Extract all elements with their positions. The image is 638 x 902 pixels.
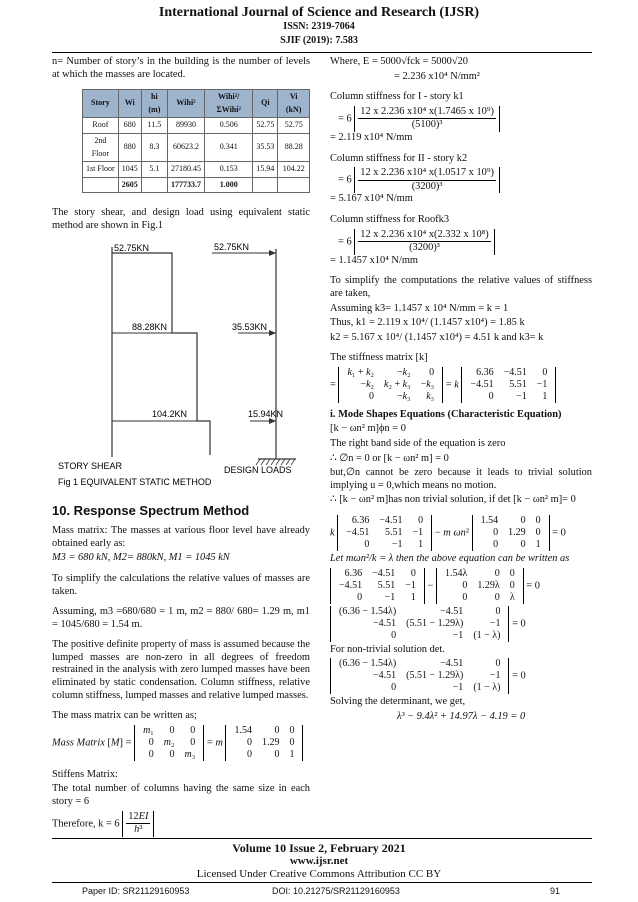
header-rule — [52, 52, 592, 53]
cell: 1 — [289, 748, 295, 760]
cell: 0 — [488, 390, 494, 402]
combined-matrix — [330, 606, 509, 642]
cell: 0 — [391, 682, 397, 694]
cell: −1 — [391, 539, 403, 551]
left-column — [52, 56, 310, 837]
combined-det-1: (6.36 − 1.54λ) −4.51 0 −4.51 (5.51 − 1.29λ) −1 0 −1 (1 − λ) = 0 — [330, 606, 592, 642]
cell: 0.153 — [205, 162, 253, 178]
cell: 5.51 — [377, 579, 396, 591]
cell: −4.51 — [339, 579, 363, 591]
cell: −4.51 — [379, 515, 403, 527]
mass-matrix-eq: Mass Matrix [M] = m₁ 0 0 0 m₂ 0 0 0 m₃ = m 1.54 0 0 0 1.29 0 0 0 1 — [52, 725, 310, 761]
footer — [0, 842, 638, 881]
cell: 35.53 — [253, 133, 278, 161]
cell: Roof — [83, 118, 119, 134]
cell: 0 — [535, 515, 541, 527]
cell: −1 — [452, 629, 464, 641]
cell: 5.51 — [385, 527, 403, 539]
cell: 60623.2 — [168, 133, 205, 161]
cell: 6.36 — [476, 366, 494, 378]
cell: 52.75 — [253, 118, 278, 134]
col2-eq: = 6 $\frac{\text{12 x 2.236 x10⁴ x(1.0517 x 10⁹)}}{\text{(3200)³}}$ — [330, 167, 592, 193]
shear-label-1: 104.2KN — [152, 408, 188, 419]
col3-num: 12 x 2.236 x10⁴ x(2.332 x 10⁸) — [358, 229, 490, 243]
mass-matrix-symbolic: m₁ 0 0 0 m₂ 0 0 0 m₃ — [134, 725, 204, 761]
journal-header — [0, 6, 638, 48]
cell: 88.28 — [278, 133, 310, 161]
sjif: SJIF (2019): 7.583 — [280, 35, 358, 46]
cell — [253, 177, 278, 193]
col1-den: (5100)³ — [411, 119, 443, 131]
cell: (5.51 − 1.29λ) — [406, 617, 464, 629]
load-label-1: 15.94KN — [248, 408, 284, 419]
stiffness-matrix-label: The stiffness matrix [k] — [330, 352, 428, 364]
assume-text: Assuming, m3 =680/680 = 1 m, m2 = 880/ 680= 1.29 m, m1 = 1045/680 = 1.54 m. — [52, 606, 310, 630]
col1-num: 12 x 2.236 x10⁴ x(1.7465 x 10⁹) — [358, 106, 496, 120]
arrowhead — [269, 250, 276, 256]
cell: 52.75 — [278, 118, 310, 134]
combined-det-2: (6.36 − 1.54λ) −4.51 0 −4.51 (5.51 − 1.29λ) −1 0 −1 (1 − λ) = 0 — [330, 658, 592, 694]
col3-eq: = 6 $\frac{\text{12 x 2.236 x10⁴ x(2.332 x 10⁸)}}{\text{(3200)³}}$ — [330, 229, 592, 255]
cell: 0 — [535, 527, 541, 539]
stiffens-heading: Stiffens Matrix: — [52, 768, 118, 780]
th-vi: Vi (kN) — [278, 90, 310, 118]
cell: 0 — [274, 724, 280, 736]
cell: 1 — [535, 539, 541, 551]
cell: 0 — [246, 748, 252, 760]
doi: DOI: 10.21275/SR21129160953 — [272, 886, 400, 896]
assuming-k3: Assuming k3= 1.1457 x 10⁴ N/mm = k = 1 — [330, 302, 509, 314]
nontrivial-text: ∴ [k − ωn² m]has non trivial solution, if det [k − ωn² m]= 0 — [330, 494, 576, 506]
cell: 1045 — [118, 162, 141, 178]
simplify-text: To simplify the calculations the relative values of masses are taken. — [52, 572, 310, 597]
cell: 5.1 — [141, 162, 167, 178]
shear-step-line — [112, 253, 210, 455]
footer-rule — [52, 838, 592, 839]
combined-matrix — [330, 658, 509, 694]
cell: (1 − λ) — [473, 629, 501, 641]
cell: 5.51 — [509, 378, 527, 390]
cell: (5.51 − 1.29λ) — [406, 670, 464, 682]
cell: 0 — [509, 579, 515, 591]
thus-k1: Thus, k1 = 2.119 x 10⁴/ (1.1457 x10⁴) = 1.85 k — [330, 317, 525, 329]
det-eq-lambda: 6.36 −4.51 0 −4.51 5.51 −1 0 −1 1 − 1.54λ 0 0 0 1.29λ 0 0 0 λ = 0 — [330, 568, 592, 604]
stiffness-matrix-symbolic: k₁ + k₂ −k₂ 0 −k₂ k₂ + k₃ −k₃ 0 −k₃ k₃ — [338, 367, 443, 403]
characteristic-polynomial: λ³ − 9.4λ² + 14.97λ − 4.19 = 0 — [396, 710, 526, 722]
cell: 6.36 — [351, 515, 370, 527]
cell: 0 — [364, 539, 370, 551]
cell: 0 — [289, 736, 295, 748]
cell: 0.341 — [205, 133, 253, 161]
col3-den: (3200)³ — [409, 242, 440, 254]
cell: −4.51 — [470, 378, 494, 390]
cell: 1.54λ — [444, 567, 468, 579]
cell: 6.36 — [344, 567, 363, 579]
cell: 89930 — [168, 118, 205, 134]
but-text: but,∅n cannot be zero because it leads to trivial solution implying u = 0,which means no motion. — [330, 467, 592, 491]
cell: 0 — [542, 366, 548, 378]
cell: −4.51 — [440, 605, 464, 617]
det-eq-1: k 6.36 −4.51 0 −4.51 5.51 −1 0 −1 1 − m ωn² 1.54 0 0 0 1.29 0 0 0 1 = 0 — [330, 515, 566, 551]
cell: 1.000 — [205, 177, 253, 193]
cell: 1st Floor — [83, 162, 119, 178]
cell: −4.51 — [346, 527, 370, 539]
lambda-matrix — [436, 568, 524, 604]
cell: 0 — [520, 515, 526, 527]
col2-result: = 5.167 x10⁴ N/mm — [330, 193, 413, 205]
cell: 0 — [357, 591, 363, 603]
story-table-header — [83, 90, 310, 118]
figure-caption: Fig 1 EQUIVALENT STATIC METHOD — [58, 476, 212, 487]
story-shear-label: STORY SHEAR — [58, 460, 123, 471]
mass-text: Mass matrix: The masses at various floor level have already obtained early as: — [52, 525, 310, 549]
cell: (6.36 − 1.54λ) — [339, 658, 397, 670]
table-total-row — [83, 177, 310, 193]
cell: −4.51 — [440, 658, 464, 670]
cell: 0 — [520, 539, 526, 551]
cell: 0 — [509, 567, 515, 579]
cell — [278, 177, 310, 193]
rhs-zero: The right band side of the equation is zero — [330, 438, 506, 450]
therefore-label: Therefore, k = 6 — [52, 818, 120, 830]
cell: (1 − λ) — [473, 682, 501, 694]
cell: 177733.7 — [168, 177, 205, 193]
shear-label-2: 88.28KN — [132, 321, 168, 332]
load-label-roof: 52.75KN — [214, 241, 250, 252]
total-columns-text: The total number of columns having the same size in each story = 6 — [52, 783, 310, 808]
therefore-eq: ∴ ∅n = 0 or [k − ωn² m] = 0 — [330, 452, 449, 464]
th-qi: Qi — [253, 90, 278, 118]
cell: 1.29 — [261, 736, 280, 748]
table-row — [83, 162, 310, 178]
cell: −1 — [452, 682, 464, 694]
k2-text: k2 = 5.167 x 10⁴/ (1.1457 x10⁴) = 4.51 k and k3= k — [330, 331, 544, 343]
cell: 0 — [494, 591, 500, 603]
cell: 0 — [493, 527, 499, 539]
journal-url[interactable]: www.ijsr.net — [289, 855, 349, 867]
col1-eq: = 6 $\frac{\text{12 x 2.236 x10⁴ x(1.7465 x 10⁹)}}{\text{(5100)³}}$ — [330, 106, 592, 132]
figure-equivalent-static — [52, 241, 310, 495]
cell: (6.36 − 1.54λ) — [339, 605, 397, 617]
cell: 1.54 — [234, 724, 252, 736]
cell: λ — [509, 591, 515, 603]
mode-shapes-title: i. Mode Shapes Equations (Characteristic Equation) — [330, 408, 562, 420]
license-text: Licensed Under Creative Commons Attribution CC BY — [196, 868, 442, 880]
th-hi: hi (m) — [141, 90, 167, 118]
load-label-2: 35.53KN — [232, 321, 268, 332]
cell: 15.94 — [253, 162, 278, 178]
let-lambda: Let mωn²/k = λ then the above equation can be written as — [330, 553, 570, 565]
footer-rule-2 — [52, 882, 592, 883]
mass-matrix — [472, 515, 550, 551]
shear-text: The story shear, and design load using equivalent static method are shown in Fig.1 — [52, 207, 310, 231]
th-story: Story — [83, 90, 119, 118]
cell: 0.506 — [205, 118, 253, 134]
th-wi: Wi — [118, 90, 141, 118]
cell: 1.54 — [480, 515, 499, 527]
cell: 680 — [118, 118, 141, 134]
cell: 0 — [410, 567, 416, 579]
mass-values: M3 = 680 kN, M2= 880kN, M1 = 1045 kN — [52, 552, 230, 564]
shear-label-roof: 52.75KN — [114, 242, 150, 253]
volume-info: Volume 10 Issue 2, February 2021 — [232, 841, 406, 855]
cell — [141, 177, 167, 193]
cell: −1 — [412, 527, 424, 539]
cell: −1 — [384, 591, 396, 603]
issn: ISSN: 2319-7064 — [283, 21, 355, 32]
cell: 11.5 — [141, 118, 167, 134]
story-table — [82, 89, 310, 193]
col1-title: Column stiffness for I - story k1 — [330, 91, 464, 103]
where-e-result: = 2.236 x10⁴ N/mm² — [394, 70, 480, 82]
char-equation: [k − ωn² m]ϕn = 0 — [330, 423, 406, 435]
cell: −1 — [516, 390, 527, 402]
mass-matrix-numeric — [225, 725, 303, 761]
col1-result: = 2.119 x10⁴ N/mm — [330, 131, 413, 143]
paper-id: Paper ID: SR21129160953 — [82, 886, 190, 896]
stiffness-matrix — [337, 515, 432, 551]
col2-den: (3200)³ — [411, 180, 443, 192]
cell: 0 — [289, 724, 295, 736]
col2-num: 12 x 2.236 x10⁴ x(1.0517 x 10⁹) — [358, 167, 496, 181]
cell: 1 — [410, 591, 416, 603]
cell: 8.3 — [141, 133, 167, 161]
cell: 0 — [391, 629, 397, 641]
cell: 0 — [418, 515, 424, 527]
page-number: 91 — [550, 886, 561, 896]
solving-text: Solving the determinant, we get, — [330, 696, 466, 708]
cell: 2nd Floor — [83, 133, 119, 161]
th-wihi2: Wihi² — [168, 90, 205, 118]
arrowhead — [269, 330, 276, 336]
col3-result: = 1.1457 x10⁴ N/mm — [330, 254, 418, 266]
cell: −4.51 — [373, 670, 397, 682]
cell: 0 — [495, 605, 501, 617]
journal-title: International Journal of Science and Research (IJSR) — [158, 5, 480, 20]
cell: 0 — [494, 567, 500, 579]
cell: 1 — [418, 539, 424, 551]
therefore-k: Therefore, k = 6 $\frac{12EI}{\text{h³}}$ — [52, 811, 310, 837]
col3-title: Column stiffness for Roofk3 — [330, 213, 450, 225]
cell: 0 — [495, 658, 501, 670]
cell: 0 — [462, 579, 468, 591]
stiffness-matrix-eq: = k₁ + k₂ −k₂ 0 −k₂ k₂ + k₃ −k₃ 0 −k₃ k₃ = k 6.36 −4.51 0 −4.51 5.51 −1 0 −1 1 — [330, 367, 592, 403]
mass-written-text: The mass matrix can be written as; — [52, 710, 197, 722]
cell: −1 — [489, 670, 501, 682]
th-ratio: Wihi²/ΣWihi² — [205, 90, 253, 118]
cell: 27180.45 — [168, 162, 205, 178]
cell: 0 — [246, 736, 252, 748]
cell: 1.29λ — [477, 579, 500, 591]
intro-text: n= Number of story’s in the building is the number of levels at which the masses are located. — [52, 56, 310, 80]
figure-drawing — [52, 241, 310, 495]
cell: −4.51 — [503, 366, 527, 378]
where-e: Where, E = 5000√fck = 5000√20 — [330, 56, 468, 67]
stiffness-matrix — [330, 568, 425, 604]
cell: −4.51 — [372, 567, 396, 579]
cell: 1.29 — [508, 527, 526, 539]
positive-text: The positive definite property of mass is assumed because the lumped masses are non-zero in all degrees of freedom restrained in the analysis with zero lumped masses have been eliminated by static condensation. Column stiffness, relative column stiffness, lumped masses and relative lumped masses. — [52, 639, 310, 701]
col2-title: Column stiffness for II - story k2 — [330, 152, 468, 164]
design-loads-label: DESIGN LOADS — [224, 464, 292, 475]
cell: −1 — [536, 378, 548, 390]
section-title: 10. Response Spectrum Method — [52, 502, 250, 518]
cell: 104.22 — [278, 162, 310, 178]
cell: 2605 — [118, 177, 141, 193]
nontrivial-det: For non-trivial solution det. — [330, 643, 445, 655]
cell: 0 — [493, 539, 499, 551]
cell: 0 — [462, 591, 468, 603]
table-row — [83, 118, 310, 134]
stiffness-matrix-numeric — [461, 367, 556, 403]
cell: 0 — [274, 748, 280, 760]
cell: 1 — [542, 390, 548, 402]
cell: 880 — [118, 133, 141, 161]
cell: −1 — [405, 579, 416, 591]
cell: −1 — [489, 617, 501, 629]
cell — [83, 177, 119, 193]
table-row — [83, 133, 310, 161]
right-column — [330, 56, 592, 731]
cell: −4.51 — [373, 617, 397, 629]
simplify-stiffness: To simplify the computations the relative values of stiffness are taken, — [330, 275, 592, 299]
